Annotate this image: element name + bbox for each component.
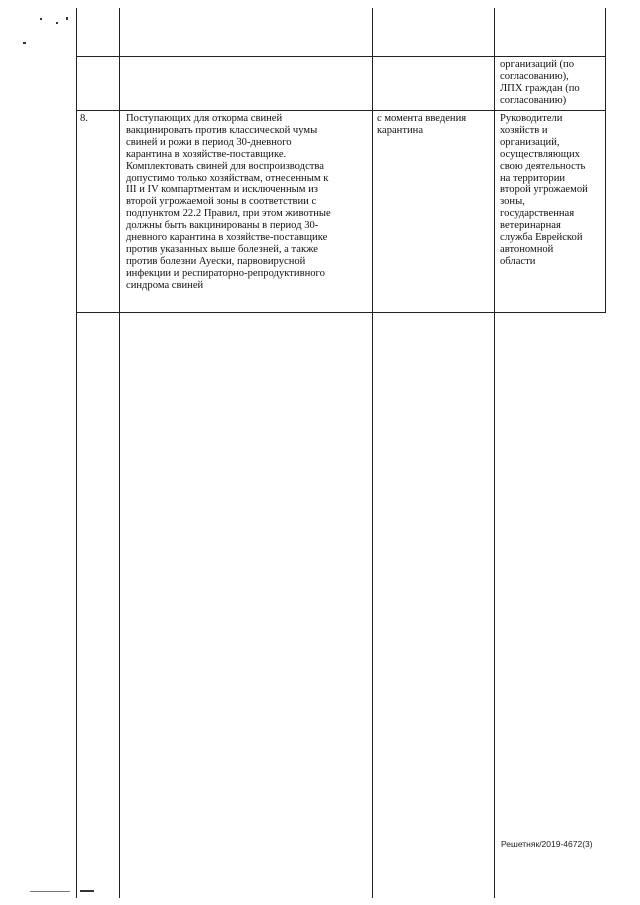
column-divider-measure	[372, 8, 373, 898]
row-divider-top	[76, 56, 606, 57]
scan-speck	[80, 890, 94, 892]
cell-row-number: 8.	[80, 113, 88, 124]
scan-speck	[30, 891, 70, 892]
scan-speck	[40, 18, 42, 20]
column-divider-number	[119, 8, 120, 898]
document-code: Решетняк/2019-4672(3)	[501, 839, 593, 849]
row-divider-8	[76, 312, 606, 313]
table-border-right	[605, 8, 606, 313]
row-divider-prev	[76, 110, 606, 111]
scan-speck	[66, 17, 68, 20]
cell-responsible: Руководители хозяйств и организаций, осуществляющих свою деятельность на территории второй угрожаемой зоны, государственная ветеринарная служба Еврейской автономной области	[500, 113, 588, 267]
cell-responsible-prev: организаций (по согласованию), ЛПХ граждан (по согласованию)	[500, 59, 580, 106]
table-border-left	[76, 8, 77, 898]
cell-measure: Поступающих для откорма свиней вакцинировать против классической чумы свиней и рожи в период 30-дневного карантина в хозяйстве-поставщике. Комплектовать свиней для воспроизводства допустимо только хозяйствам, отнесенным к III и IV компартментам и исключенным из второй угрожаемой зоны в соответствии с подпунктом 22.2 Правил, при этом животные должны быть вакцинированы в период 30- дневного карантина в хозяйстве-поставщике против указанных выше болезней, а также против болезни Ауески, парвовирусной инфекции и респираторно-репродуктивного синдрома свиней	[126, 113, 331, 291]
scan-speck	[23, 42, 26, 44]
cell-deadline: с момента введения карантина	[377, 113, 467, 136]
column-divider-deadline	[494, 8, 495, 898]
scan-speck	[56, 22, 58, 24]
